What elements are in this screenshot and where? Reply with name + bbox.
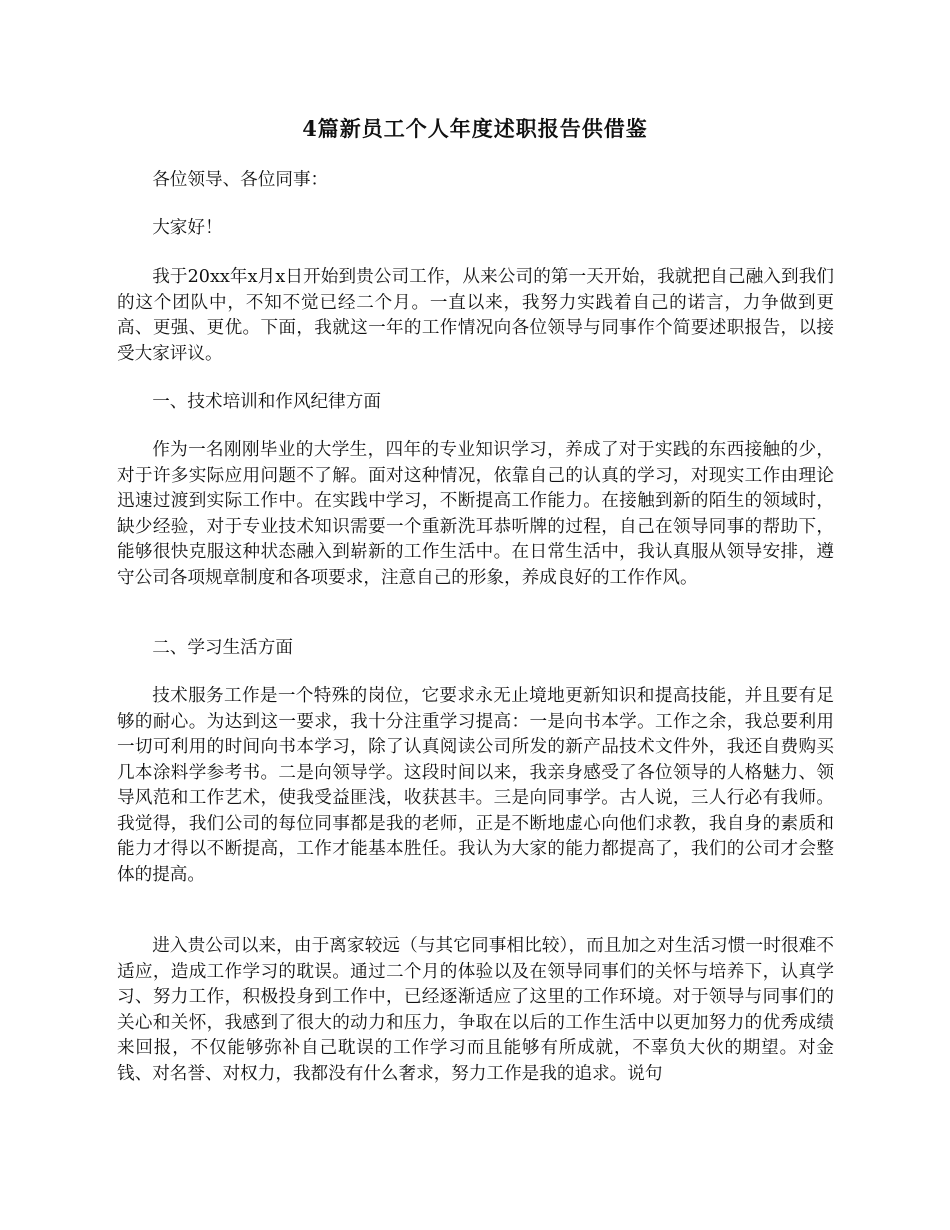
intro-paragraph: 我于20xx年x月x日开始到贵公司工作，从来公司的第一天开始，我就把自己融入到我们的这个团队中，不知不觉已经二个月。一直以来，我努力实践着自己的诺言，力争做到更高、更强、更优。下面，我就这一年的工作情况向各位领导与同事作个简要述职报告，以接受大家评议。: [117, 267, 834, 364]
section-2-paragraph-2: 进入贵公司以来，由于离家较远（与其它同事相比较），而且加之对生活习惯一时很难不适应，造成工作学习的耽误。通过二个月的体验以及在领导同事们的关怀与培养下，认真学习、努力工作，积极投身到工作中，已经逐渐适应了这里的工作环境。对于领导与同事们的关心和关怀，我感到了很大的动力和压力，争取在以后的工作生活中以更加努力的优秀成绩来回报，不仅能够弥补自己耽误的工作学习而且能够有所成就，不辜负大伙的期望。对金钱、对名誉、对权力，我都没有什么奢求，努力工作是我的追求。说句: [117, 936, 834, 1084]
section-1-heading: 一、技术培训和作风纪律方面: [152, 392, 381, 412]
section-1-paragraph: 作为一名刚刚毕业的大学生，四年的专业知识学习，养成了对于实践的东西接触的少，对于许多实际应用问题不了解。面对这种情况，依靠自己的认真的学习，对现实工作由理论迅速过渡到实际工作中。在实践中学习，不断提高工作能力。在接触到新的陌生的领域时，缺少经验，对于专业技术知识需要一个重新洗耳恭听牌的过程，自己在领导同事的帮助下，能够很快克服这种状态融入到崭新的工作生活中。在日常生活中，我认真服从领导安排，遵守公司各项规章制度和各项要求，注意自己的形象，养成良好的工作作风。: [117, 440, 834, 588]
document-title: 4篇新员工个人年度述职报告供借鉴: [302, 116, 648, 141]
salutation-paragraph: 大家好！: [152, 218, 223, 238]
section-2-heading: 二、学习生活方面: [152, 638, 293, 658]
section-2-paragraph-1: 技术服务工作是一个特殊的岗位，它要求永无止境地更新知识和提高技能，并且要有足够的耐心。为达到这一要求，我十分注重学习提高：一是向书本学。工作之余，我总要利用一切可利用的时间向书本学习，除了认真阅读公司所发的新产品技术文件外，我还自费购买几本涂料学参考书。二是向领导学。这段时间以来，我亲身感受了各位领导的人格魅力、领导风范和工作艺术，使我受益匪浅，收获甚丰。三是向同事学。古人说，三人行必有我师。我觉得，我们公司的每位同事都是我的老师，正是不断地虚心向他们求教，我自身的素质和能力才得以不断提高，工作才能基本胜任。我认为大家的能力都提高了，我们的公司才会整体的提高。: [117, 686, 834, 885]
greeting-paragraph: 各位领导、各位同事：: [152, 170, 329, 190]
